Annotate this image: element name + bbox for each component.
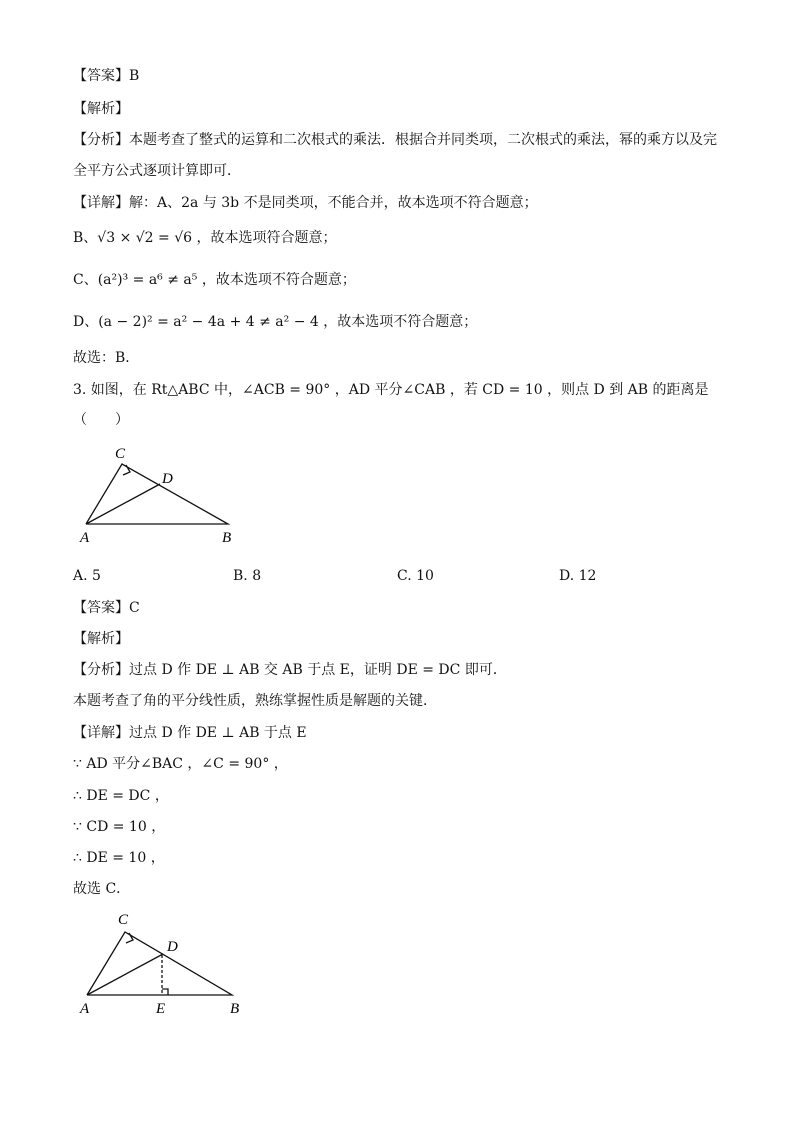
q3-analysis-heading: 【解析】 bbox=[73, 631, 129, 647]
figure1-label-a: A bbox=[80, 530, 90, 546]
figure1-label-b: B bbox=[222, 530, 232, 546]
q3-detail-line-3: ∴ DE = DC ， bbox=[73, 788, 169, 804]
q3-figure-triangle bbox=[70, 440, 270, 550]
q2-detail-option-a: 【详解】解：A、2a 与 3b 不是同类项，不能合并，故本选项不符合题意； bbox=[73, 195, 538, 211]
figure2-triangle-outline bbox=[87, 932, 232, 995]
q3-detail-line-5: ∴ DE = 10 ， bbox=[73, 850, 165, 866]
figure2-label-d: D bbox=[167, 939, 178, 955]
q3-detail-line-2: ∵ AD 平分∠BAC ，∠C = 90° ， bbox=[73, 756, 288, 772]
figure1-triangle-outline bbox=[86, 464, 228, 524]
figure2-bisector-ad bbox=[87, 954, 163, 995]
q2-detail-option-b: B、√3 × √2 = √6 ，故本选项符合题意； bbox=[73, 230, 337, 246]
q2-analysis-heading: 【解析】 bbox=[73, 101, 129, 117]
q3-solution-figure bbox=[70, 905, 270, 1020]
q3-detail-line-1: 【详解】过点 D 作 DE ⊥ AB 于点 E bbox=[73, 725, 307, 741]
q3-option-c: C. 10 bbox=[397, 568, 434, 584]
q2-detail-option-c: C、(a²)³ = a⁶ ≠ a⁵ ，故本选项不符合题意； bbox=[73, 272, 356, 288]
q2-answer-line: 【答案】B bbox=[73, 68, 140, 84]
q3-option-d: D. 12 bbox=[559, 568, 597, 584]
figure2-label-a: A bbox=[80, 1001, 90, 1017]
figure1-label-c: C bbox=[115, 446, 126, 462]
q3-answer-line: 【答案】C bbox=[73, 600, 140, 616]
q3-detail-line-4: ∵ CD = 10 ， bbox=[73, 819, 166, 835]
q3-conclusion: 故选 C． bbox=[73, 881, 131, 897]
q3-option-b: B. 8 bbox=[233, 568, 262, 584]
q2-conclusion: 故选：B． bbox=[73, 350, 140, 366]
figure2-label-e: E bbox=[156, 1001, 166, 1017]
figure1-bisector-ad bbox=[86, 484, 160, 524]
q2-detail-option-d: D、(a − 2)² = a² − 4a + 4 ≠ a² − 4 ，故本选项不符合题意； bbox=[73, 314, 478, 330]
figure1-right-angle-mark bbox=[123, 465, 130, 475]
figure1-label-d: D bbox=[162, 471, 173, 487]
q2-analysis-line-1: 【分析】本题考查了整式的运算和二次根式的乘法．根据合并同类项，二次根式的乘法，幂的乘方以及完 bbox=[73, 132, 717, 148]
q3-stem-line-2: （ ） bbox=[73, 412, 129, 428]
q3-analysis-line-1: 【分析】过点 D 作 DE ⊥ AB 交 AB 于点 E，证明 DE = DC 即可． bbox=[73, 662, 507, 678]
figure2-right-angle-mark-c bbox=[126, 933, 133, 943]
q3-stem-line-1: 3. 如图，在 Rt△ABC 中，∠ACB = 90° ，AD 平分∠CAB ，若 CD = 10 ，则点 D 到 AB 的距离是 bbox=[73, 382, 709, 398]
figure2-right-angle-mark-e bbox=[162, 989, 168, 995]
q2-analysis-line-2: 全平方公式逐项计算即可． bbox=[73, 163, 241, 179]
figure2-label-b: B bbox=[230, 1001, 240, 1017]
figure2-label-c: C bbox=[118, 912, 129, 928]
q3-analysis-line-2: 本题考查了角的平分线性质，熟练掌握性质是解题的关键． bbox=[73, 693, 437, 709]
q3-option-a: A. 5 bbox=[73, 568, 101, 584]
